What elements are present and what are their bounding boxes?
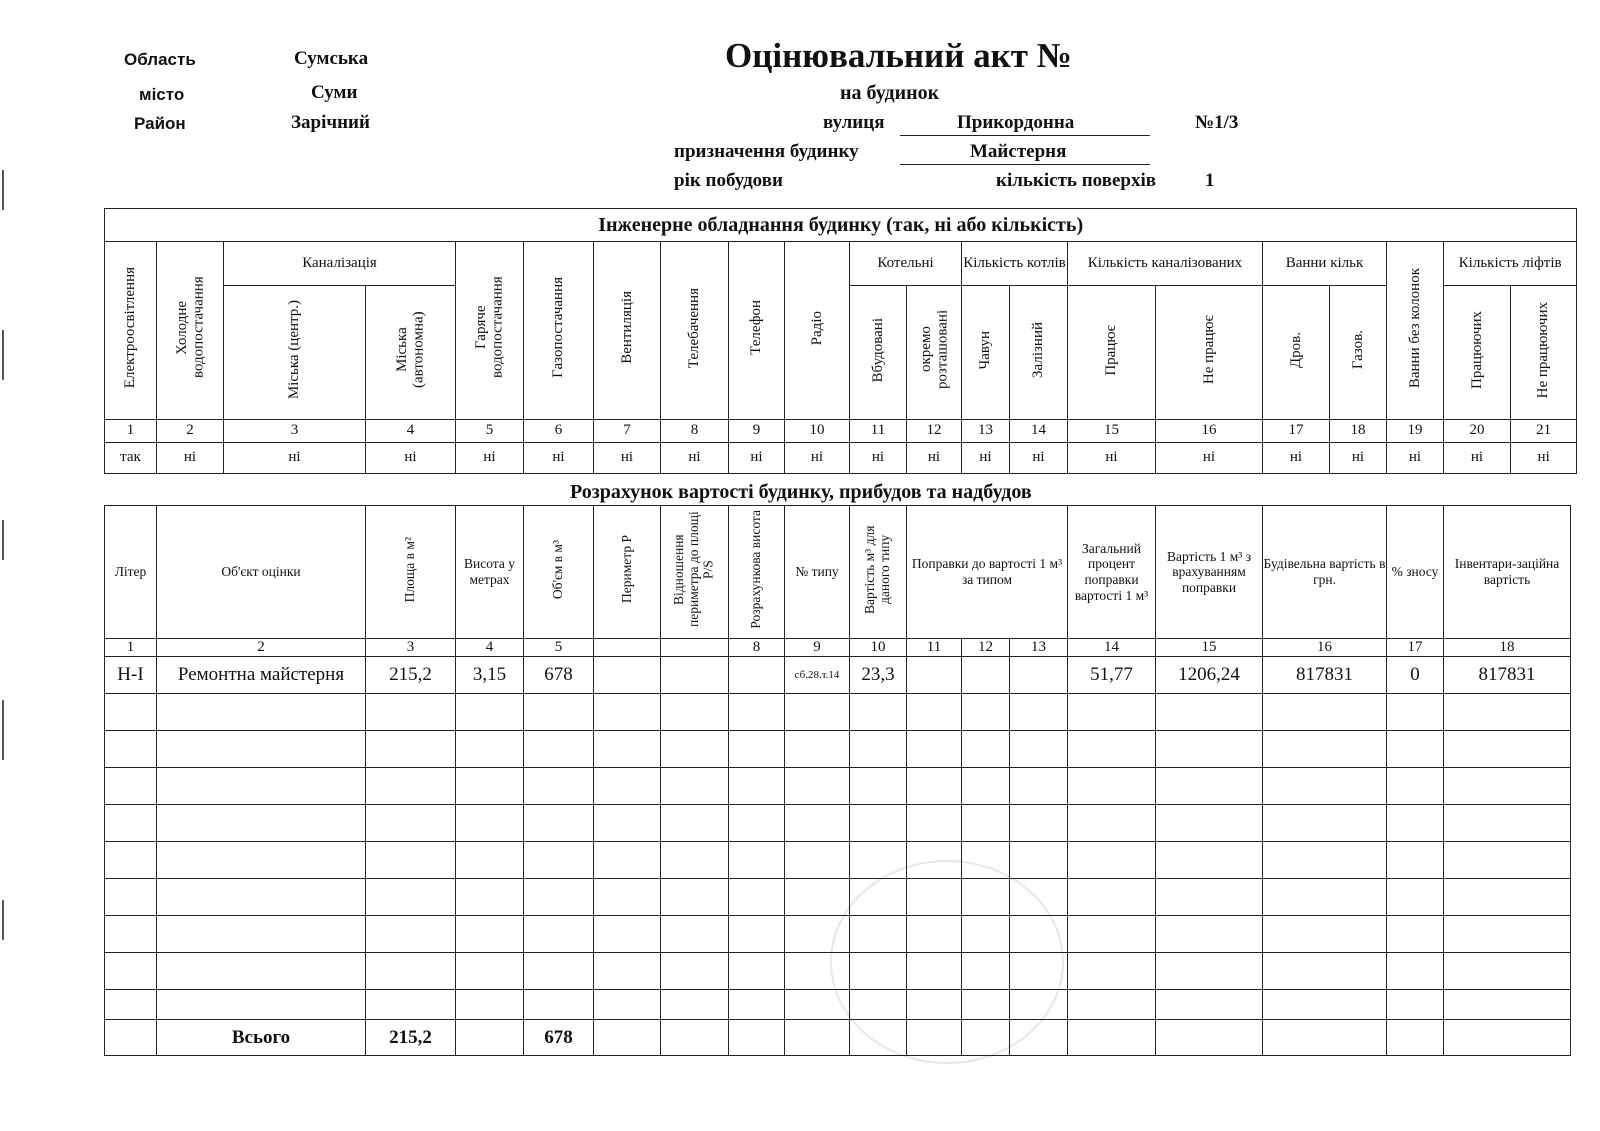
eq-value-cell: ні — [785, 443, 850, 474]
val-header-liter: Літер — [105, 506, 157, 639]
eq-col-12-header: окремо розташовані — [907, 286, 962, 420]
eq-col-14-header: Залізний — [1010, 286, 1068, 420]
val-num-cell: 5 — [524, 639, 594, 657]
val-header-volume: Об'єм в м³ — [524, 506, 594, 639]
eq-num-cell: 4 — [366, 420, 456, 443]
eq-num-cell: 9 — [729, 420, 785, 443]
eq-group-boilers: Котельні — [850, 242, 962, 286]
val-header-wear: % зносу — [1387, 506, 1444, 639]
val-num-cell: 8 — [729, 639, 785, 657]
eq-num-cell: 2 — [157, 420, 224, 443]
empty-row — [105, 731, 1571, 768]
eq-col-7-header: Вентиляція — [594, 242, 661, 420]
eq-num-cell: 6 — [524, 420, 594, 443]
valuation-table — [104, 505, 1571, 1056]
val-header-perimeter: Периметр Р — [594, 506, 661, 639]
row-cost-corrected: 1206,24 — [1156, 657, 1263, 694]
city-label: місто — [139, 85, 185, 104]
row-correction-12 — [962, 657, 1010, 694]
house-number: №1/3 — [1195, 112, 1239, 133]
val-num-cell: 3 — [366, 639, 456, 657]
year-label: рік побудови — [674, 170, 783, 191]
page-title: Оцінювальний акт № — [725, 36, 1072, 75]
row-object: Ремонтна майстерня — [157, 657, 366, 694]
val-num-cell: 17 — [1387, 639, 1444, 657]
val-number-row — [105, 639, 1571, 657]
table-row — [105, 657, 1571, 694]
floors-label: кількість поверхів — [996, 170, 1156, 191]
eq-num-cell: 14 — [1010, 420, 1068, 443]
eq-col-18-header: Газов. — [1330, 286, 1387, 420]
row-height: 3,15 — [456, 657, 524, 694]
eq-col-16-header: Не працює — [1156, 286, 1263, 420]
eq-value-cell: ні — [157, 443, 224, 474]
eq-num-cell: 7 — [594, 420, 661, 443]
row-correction-13 — [1010, 657, 1068, 694]
row-cost-per-m3: 23,3 — [850, 657, 907, 694]
val-num-cell: 2 — [157, 639, 366, 657]
eq-value-cell: ні — [1068, 443, 1156, 474]
eq-number-row — [105, 420, 1577, 443]
val-num-cell: 13 — [1010, 639, 1068, 657]
purpose-underline — [900, 164, 1150, 165]
empty-row — [105, 768, 1571, 805]
eq-value-cell: ні — [1156, 443, 1263, 474]
total-area: 215,2 — [366, 1020, 456, 1056]
eq-value-cell: ні — [729, 443, 785, 474]
district-label: Район — [134, 114, 186, 133]
eq-col-5-header: Гаряче водопостачання — [456, 242, 524, 420]
eq-value-cell: ні — [456, 443, 524, 474]
row-total-pct: 51,77 — [1068, 657, 1156, 694]
val-header-corrections: Поправки до вартості 1 м³ за типом — [907, 506, 1068, 639]
eq-value-cell: ні — [594, 443, 661, 474]
row-perimeter — [594, 657, 661, 694]
eq-value-cell: ні — [1444, 443, 1511, 474]
val-header-type-no: № типу — [785, 506, 850, 639]
val-num-cell: 10 — [850, 639, 907, 657]
eq-value-cell: ні — [850, 443, 907, 474]
eq-num-cell: 8 — [661, 420, 729, 443]
val-num-cell: 9 — [785, 639, 850, 657]
eq-col-2-header: Холодне водопостачання — [157, 242, 224, 420]
val-num-cell — [594, 639, 661, 657]
eq-col-3-header: Міська (центр.) — [224, 286, 366, 420]
empty-row — [105, 990, 1571, 1020]
street-value: Прикордонна — [957, 112, 1075, 133]
eq-num-cell: 11 — [850, 420, 907, 443]
eq-value-cell: ні — [907, 443, 962, 474]
val-num-cell: 1 — [105, 639, 157, 657]
empty-row — [105, 916, 1571, 953]
val-header-object: Об'єкт оцінки — [157, 506, 366, 639]
eq-value-cell: так — [105, 443, 157, 474]
eq-col-17-header: Дров. — [1263, 286, 1330, 420]
eq-group-boiler-count: Кількість котлів — [962, 242, 1068, 286]
eq-num-cell: 17 — [1263, 420, 1330, 443]
val-num-cell: 11 — [907, 639, 962, 657]
val-header-inventory-cost: Інвентари-заційна вартість — [1444, 506, 1571, 639]
equipment-section-title: Інженерне обладнання будинку (так, ні або кількість) — [105, 209, 1577, 242]
eq-value-cell: ні — [1010, 443, 1068, 474]
eq-num-cell: 19 — [1387, 420, 1444, 443]
row-area: 215,2 — [366, 657, 456, 694]
row-build-cost: 817831 — [1263, 657, 1387, 694]
floors-value: 1 — [1205, 170, 1215, 191]
val-header-build-cost: Будівельна вартість в грн. — [1263, 506, 1387, 639]
empty-row — [105, 953, 1571, 990]
street-underline — [900, 135, 1150, 136]
empty-row — [105, 879, 1571, 916]
page-subtitle: на будинок — [840, 82, 940, 104]
eq-num-cell: 15 — [1068, 420, 1156, 443]
total-label: Всього — [157, 1020, 366, 1056]
eq-num-cell: 1 — [105, 420, 157, 443]
eq-num-cell: 21 — [1511, 420, 1577, 443]
eq-col-10-header: Радіо — [785, 242, 850, 420]
eq-col-6-header: Газопостачання — [524, 242, 594, 420]
val-header-calc-height: Розрахункова висота — [729, 506, 785, 639]
row-ratio — [661, 657, 729, 694]
eq-col-13-header: Чавун — [962, 286, 1010, 420]
val-num-cell: 15 — [1156, 639, 1263, 657]
eq-col-15-header: Працює — [1068, 286, 1156, 420]
eq-col-20-header: Працюючих — [1444, 286, 1511, 420]
eq-num-cell: 13 — [962, 420, 1010, 443]
total-volume: 678 — [524, 1020, 594, 1056]
equipment-table — [104, 208, 1577, 474]
val-header-height: Висота у метрах — [456, 506, 524, 639]
eq-group-lifts: Кількість ліфтів — [1444, 242, 1577, 286]
val-header-cost-corrected: Вартість 1 м³ з врахуванням поправки — [1156, 506, 1263, 639]
eq-value-cell: ні — [224, 443, 366, 474]
eq-group-sewerage: Каналізація — [224, 242, 456, 286]
eq-col-1-header: Електроосвітлення — [105, 242, 157, 420]
eq-value-cell: ні — [962, 443, 1010, 474]
val-num-cell: 4 — [456, 639, 524, 657]
empty-row — [105, 842, 1571, 879]
val-num-cell: 14 — [1068, 639, 1156, 657]
eq-value-row — [105, 443, 1577, 474]
val-header-area: Площа в м² — [366, 506, 456, 639]
eq-num-cell: 16 — [1156, 420, 1263, 443]
val-header-total-pct: Загальний процент поправки вартості 1 м³ — [1068, 506, 1156, 639]
eq-num-cell: 10 — [785, 420, 850, 443]
eq-col-11-header: Вбудовані — [850, 286, 907, 420]
eq-group-sewered-count: Кількість каналізованих — [1068, 242, 1263, 286]
valuation-section-title: Розрахунок вартості будинку, прибудов та надбудов — [570, 481, 1032, 503]
eq-col-19-header: Ванни без колонок — [1387, 242, 1444, 420]
eq-group-baths: Ванни кільк — [1263, 242, 1387, 286]
empty-row — [105, 805, 1571, 842]
oblast-label: Область — [124, 50, 196, 69]
purpose-value: Майстерня — [970, 141, 1067, 162]
eq-value-cell: ні — [1511, 443, 1577, 474]
empty-row — [105, 694, 1571, 731]
val-header-cost-per-m3: Вартість м³ для даного типу — [850, 506, 907, 639]
eq-col-8-header: Телебачення — [661, 242, 729, 420]
val-num-cell: 12 — [962, 639, 1010, 657]
row-inventory-cost: 817831 — [1444, 657, 1571, 694]
street-label: вулиця — [823, 112, 885, 133]
row-correction-11 — [907, 657, 962, 694]
val-num-cell: 16 — [1263, 639, 1387, 657]
eq-num-cell: 20 — [1444, 420, 1511, 443]
district-value: Зарічний — [291, 112, 370, 133]
eq-value-cell: ні — [366, 443, 456, 474]
row-calc-height — [729, 657, 785, 694]
val-num-cell — [661, 639, 729, 657]
eq-value-cell: ні — [1387, 443, 1444, 474]
row-wear: 0 — [1387, 657, 1444, 694]
row-liter: Н-І — [105, 657, 157, 694]
eq-num-cell: 12 — [907, 420, 962, 443]
eq-num-cell: 3 — [224, 420, 366, 443]
eq-col-4-header: Міська (автономна) — [366, 286, 456, 420]
val-header-ratio: Відношення периметра до площі P/S — [661, 506, 729, 639]
total-row — [105, 1020, 1571, 1056]
val-num-cell: 18 — [1444, 639, 1571, 657]
oblast-value: Сумська — [294, 48, 369, 69]
purpose-label: призначення будинку — [674, 141, 859, 162]
eq-value-cell: ні — [1330, 443, 1387, 474]
row-type-no: сб.28.т.14 — [785, 657, 850, 694]
city-value: Суми — [311, 82, 358, 103]
page-edge-marks — [0, 0, 6, 1131]
row-volume: 678 — [524, 657, 594, 694]
eq-value-cell: ні — [1263, 443, 1330, 474]
eq-col-9-header: Телефон — [729, 242, 785, 420]
eq-value-cell: ні — [524, 443, 594, 474]
eq-value-cell: ні — [661, 443, 729, 474]
eq-col-21-header: Не працюючих — [1511, 286, 1577, 420]
eq-num-cell: 18 — [1330, 420, 1387, 443]
eq-num-cell: 5 — [456, 420, 524, 443]
